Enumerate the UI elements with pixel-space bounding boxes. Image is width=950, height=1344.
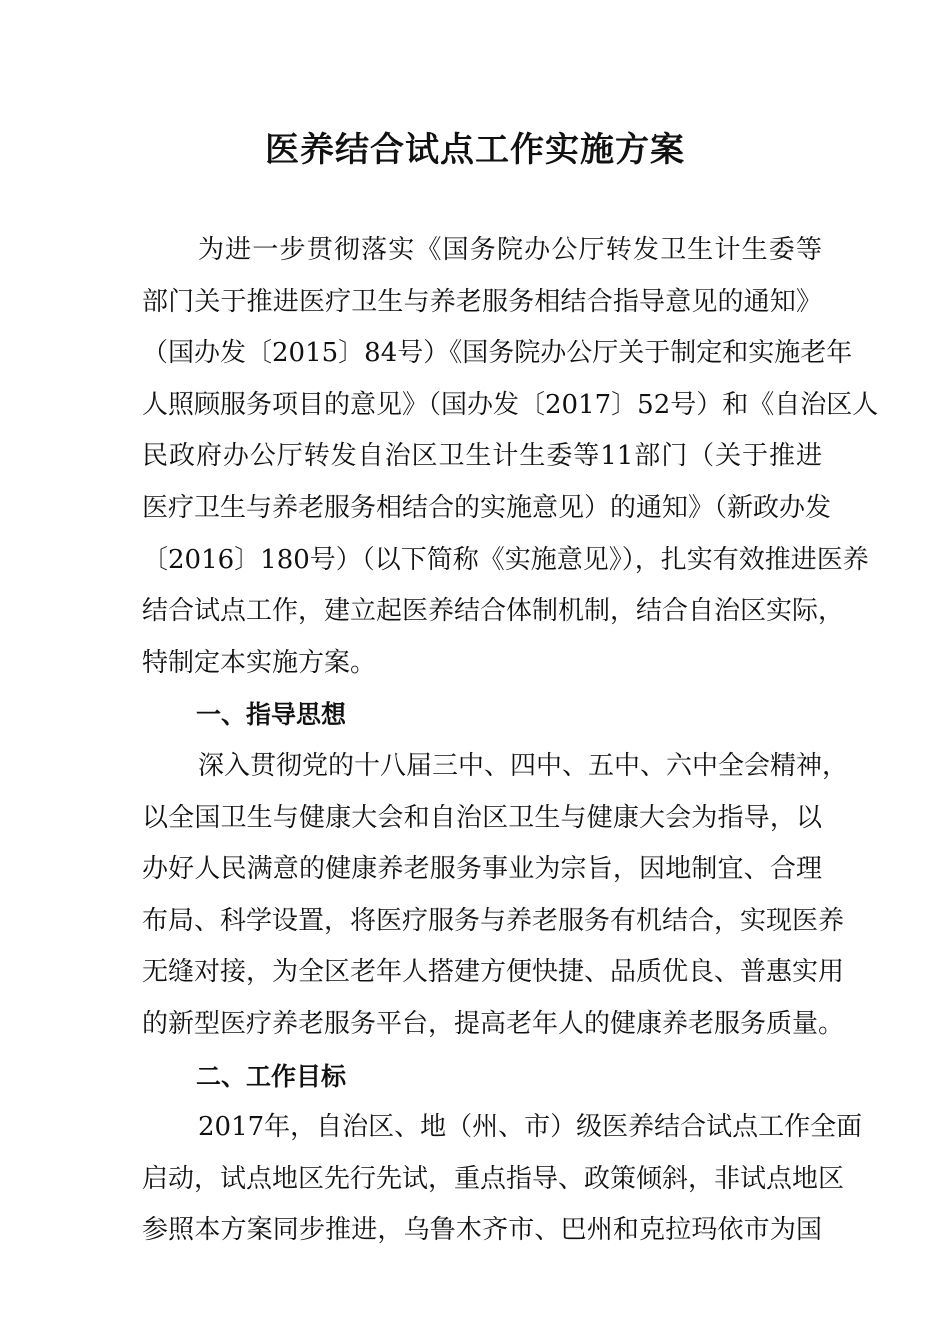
paragraph-line: 〔2016〕180号）（以下简称《实施意见》），扎实有效推进医养 bbox=[142, 544, 869, 575]
document-body bbox=[142, 225, 879, 1257]
paragraph-line: 办好人民满意的健康养老服务事业为宗旨，因地制宜、合理 bbox=[142, 854, 822, 885]
paragraph-line: 无缝对接，为全区老年人搭建方便快捷、品质优良、普惠实用 bbox=[142, 957, 845, 988]
paragraph-line: 启动，试点地区先行先试，重点指导、政策倾斜，非试点地区 bbox=[142, 1163, 845, 1194]
paragraph-line: 布局、科学设置，将医疗服务与养老服务有机结合，实现医养 bbox=[142, 905, 845, 936]
paragraph-line: 深入贯彻党的十八届三中、四中、五中、六中全会精神， bbox=[198, 750, 849, 781]
paragraph-line: 的新型医疗养老服务平台，提高老年人的健康养老服务质量。 bbox=[142, 1008, 845, 1039]
paragraph-line: 结合试点工作，建立起医养结合体制机制，结合自治区实际， bbox=[142, 596, 845, 627]
paragraph-line: 人照顾服务项目的意见》（国办发〔2017〕52号）和《自治区人 bbox=[142, 389, 879, 420]
paragraph-line: 以全国卫生与健康大会和自治区卫生与健康大会为指导，以 bbox=[142, 802, 822, 833]
document-title: 医养结合试点工作实施方案 bbox=[265, 130, 685, 170]
section-heading: 一、指导思想 bbox=[196, 700, 347, 730]
paragraph-line: 为进一步贯彻落实《国务院办公厅转发卫生计生委等 bbox=[198, 235, 822, 265]
paragraph-line: （国办发〔2015〕84号）《国务院办公厅关于制定和实施老年 bbox=[142, 338, 853, 369]
paragraph-line: 医疗卫生与养老服务相结合的实施意见）的通知》（新政办发 bbox=[142, 492, 832, 523]
section-heading: 二、工作目标 bbox=[196, 1061, 347, 1091]
paragraph-line: 民政府办公厅转发自治区卫生计生委等11部门（关于推进 bbox=[142, 441, 822, 472]
paragraph-line: 特制定本实施方案。 bbox=[142, 647, 377, 678]
paragraph-line: 参照本方案同步推进，乌鲁木齐市、巴州和克拉玛依市为国 bbox=[142, 1215, 822, 1246]
paragraph-line: 部门关于推进医疗卫生与养老服务相结合指导意见的通知》 bbox=[142, 286, 822, 317]
paragraph-line: 2017年，自治区、地（州、市）级医养结合试点工作全面 bbox=[198, 1112, 863, 1143]
